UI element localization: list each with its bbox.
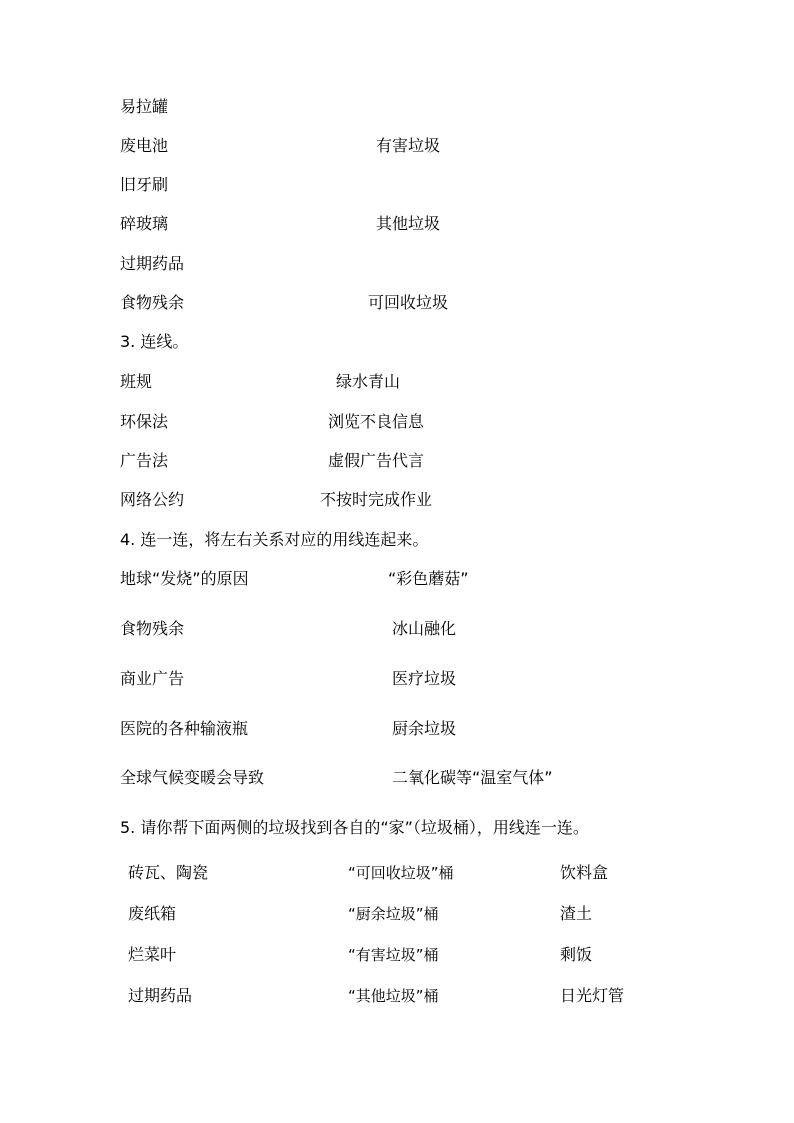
s5-bin-item: “可回收垃圾”桶 <box>348 864 454 882</box>
s2-left-item: 过期药品 <box>120 254 185 273</box>
s5-right-item: 剩饭 <box>560 945 593 964</box>
s3-title: 3. 连线。 <box>120 332 189 351</box>
s3-left-item: 环保法 <box>120 412 169 431</box>
s4-right-item: 医疗垃圾 <box>392 669 457 688</box>
s2-left-item: 废电池 <box>120 136 169 155</box>
s2-left-item: 食物残余 <box>120 293 185 312</box>
s3-right-item: 浏览不良信息 <box>328 412 425 431</box>
s2-left-item: 碎玻璃 <box>120 214 169 233</box>
s5-left-item: 废纸箱 <box>128 904 177 923</box>
s3-left-item: 网络公约 <box>120 490 185 509</box>
s4-right-item: 冰山融化 <box>392 619 457 638</box>
s4-right-item: 厨余垃圾 <box>392 719 457 738</box>
s4-left-item: 地球“发烧”的原因 <box>120 569 249 588</box>
s5-bin-item: “有害垃圾”桶 <box>348 946 439 964</box>
s3-left-item: 广告法 <box>120 451 169 470</box>
s3-left-item: 班规 <box>120 372 153 391</box>
s2-left-item: 易拉罐 <box>120 97 169 116</box>
s5-title: 5. 请你帮下面两侧的垃圾找到各自的“家”（垃圾桶），用线连一连。 <box>120 818 589 837</box>
s4-left-item: 食物残余 <box>120 619 185 638</box>
s5-right-item: 饮料盒 <box>560 863 609 882</box>
s5-left-item: 烂菜叶 <box>128 945 177 964</box>
s3-right-item: 虚假广告代言 <box>328 451 425 470</box>
s5-bin-item: “其他垃圾”桶 <box>348 987 439 1005</box>
s2-right-item: 有害垃圾 <box>376 136 441 155</box>
s3-right-item: 绿水青山 <box>336 372 401 391</box>
s2-left-item: 旧牙刷 <box>120 175 169 194</box>
s5-left-item: 砖瓦、陶瓷 <box>128 863 209 882</box>
s4-right-item: “彩色蘑菇” <box>388 569 469 588</box>
s4-left-item: 医院的各种输液瓶 <box>120 719 249 738</box>
s2-right-item: 其他垃圾 <box>376 214 441 233</box>
s2-right-item: 可回收垃圾 <box>368 293 449 312</box>
s5-right-item: 渣土 <box>560 904 593 923</box>
s4-left-item: 全球气候变暖会导致 <box>120 768 265 787</box>
s4-right-item: 二氧化碳等“温室气体” <box>392 768 553 787</box>
s5-right-item: 日光灯管 <box>560 986 625 1005</box>
s5-left-item: 过期药品 <box>128 986 193 1005</box>
s4-left-item: 商业广告 <box>120 669 185 688</box>
s5-bin-item: “厨余垃圾”桶 <box>348 905 439 923</box>
s4-title: 4. 连一连，将左右关系对应的用线连起来。 <box>120 530 429 549</box>
s3-right-item: 不按时完成作业 <box>320 490 433 509</box>
